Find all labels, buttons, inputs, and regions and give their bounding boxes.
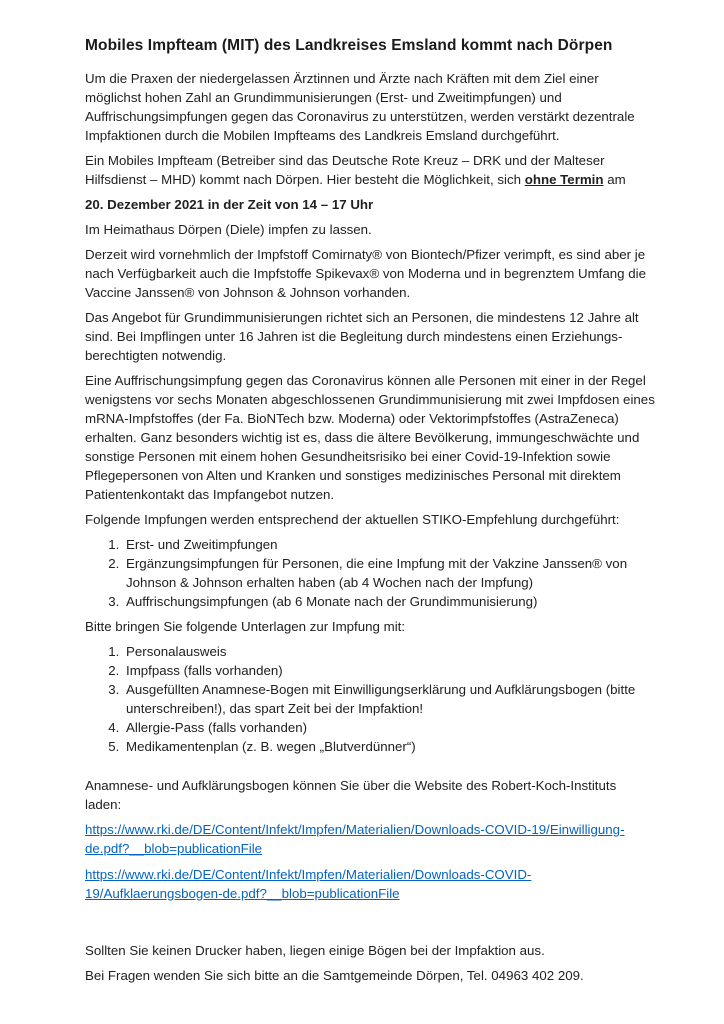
contact-note: Bei Fragen wenden Sie sich bitte an die Samtgemeinde Dörpen, Tel. 04963 402 209.: [85, 968, 584, 983]
stiko-list-item: 1. Erst- und Zweitimpfungen: [123, 535, 656, 554]
team-paragraph: [85, 151, 656, 189]
stiko-list-item: 2. Ergänzungsimpfungen für Personen, die eine Impfung mit der Vakzine Janssen® von Johnson & Johnson erhalten haben (ab 4 Wochen nach der Impfung): [123, 554, 656, 592]
vaccines-paragraph: Derzeit wird vornehmlich der Impfstoff Comirnaty® von Biontech/Pfizer verimpft, es sind aber je nach Verfügbarkeit auch die Impfstoffe Spikevax® von Moderna und in begrenztem Umfang die Vaccine Janssen® von Johnson & Johnson vorhanden.: [85, 247, 646, 300]
bring-list-item: 1. Personalausweis: [123, 642, 656, 661]
booster-paragraph: Eine Auffrischungsimpfung gegen das Coronavirus können alle Personen mit einer in der Regel wenigstens vor sechs Monaten abgeschlossenen Grundimmunisierung mit zwei Impfdosen eines mRNA-Impfstoffes (der Fa. BioNTech bzw. Moderna) oder Vektorimpfstoffes (AstraZeneca) erhalten. Ganz besonders wichtig ist es, dass die ältere Bevölkerung, immungeschwächte und sonstige Personen mit einem hohen Gesundheitsrisiko bei einer Covid-19-Infektion sowie Pflegepersonen von Alten und Kranken und sonstiges medizinisches Personal mit direktem Patientenkontakt das Impfangebot nutzen.: [85, 373, 655, 502]
bring-list: [85, 642, 656, 756]
no-appointment-highlight: ohne Termin: [524, 172, 604, 187]
location-line: Im Heimathaus Dörpen (Diele) impfen zu lassen.: [85, 222, 372, 237]
team-paragraph-post: am: [603, 172, 626, 187]
rki-einwilligung-link[interactable]: https://www.rki.de/DE/Content/Infekt/Impfen/Materialien/Downloads-COVID-19/Einwilligung-de.pdf?__blob=publicationFile: [85, 822, 625, 856]
stiko-intro: Folgende Impfungen werden entsprechend der aktuellen STIKO-Empfehlung durchgeführt:: [85, 512, 620, 527]
rki-aufklaerungsbogen-link[interactable]: https://www.rki.de/DE/Content/Infekt/Impfen/Materialien/Downloads-COVID-19/Aufklaerungsbogen-de.pdf?__blob=publicationFile: [85, 867, 532, 901]
offer-paragraph: Das Angebot für Grundimmunisierungen richtet sich an Personen, die mindestens 12 Jahre alt sind. Bei Impflingen unter 16 Jahren ist die Begleitung durch mindestens einen Erziehungs-berechtigten notwendig.: [85, 310, 639, 363]
bring-list-item: 2. Impfpass (falls vorhanden): [123, 661, 656, 680]
page-title: Mobiles Impfteam (MIT) des Landkreises Emsland kommt nach Dörpen: [85, 37, 613, 54]
document-content: [85, 36, 656, 991]
printer-note: Sollten Sie keinen Drucker haben, liegen einige Bögen bei der Impfaktion aus.: [85, 943, 545, 958]
bring-list-item: 3. Ausgefüllten Anamnese-Bogen mit Einwilligungserklärung und Aufklärungsbogen (bitte unterschreiben!), das spart Zeit bei der Impfaktion!: [123, 680, 656, 718]
bring-list-item: 4. Allergie-Pass (falls vorhanden): [123, 718, 656, 737]
link-paragraph: [85, 820, 656, 858]
team-paragraph-pre: Ein Mobiles Impfteam (Betreiber sind das Deutsche Rote Kreuz – DRK und der Malteser Hilfsdienst – MHD) kommt nach Dörpen. Hier besteht die Möglichkeit, sich: [85, 153, 605, 187]
rki-intro: Anamnese- und Aufklärungsbogen können Sie über die Website des Robert-Koch-Instituts laden:: [85, 778, 617, 812]
bring-intro: Bitte bringen Sie folgende Unterlagen zur Impfung mit:: [85, 619, 406, 634]
link-paragraph: [85, 865, 656, 903]
date-time-line: 20. Dezember 2021 in der Zeit von 14 – 17 Uhr: [85, 197, 374, 212]
intro-paragraph: Um die Praxen der niedergelassen Ärztinnen und Ärzte nach Kräften mit dem Ziel einer möglichst hohen Zahl an Grundimmunisierungen (Erst- und Zweitimpfungen) und Auffrischungsimpfungen gegen das Coronavirus zu unterstützen, werden verstärkt dezentrale Impfaktionen durch die Mobilen Impfteams des Landkreis Emsland durchgeführt.: [85, 71, 635, 143]
stiko-list-item: 3. Auffrischungsimpfungen (ab 6 Monate nach der Grundimmunisierung): [123, 592, 656, 611]
stiko-list: [85, 535, 656, 611]
bring-list-item: 5. Medikamentenplan (z. B. wegen „Blutverdünner“): [123, 737, 656, 756]
